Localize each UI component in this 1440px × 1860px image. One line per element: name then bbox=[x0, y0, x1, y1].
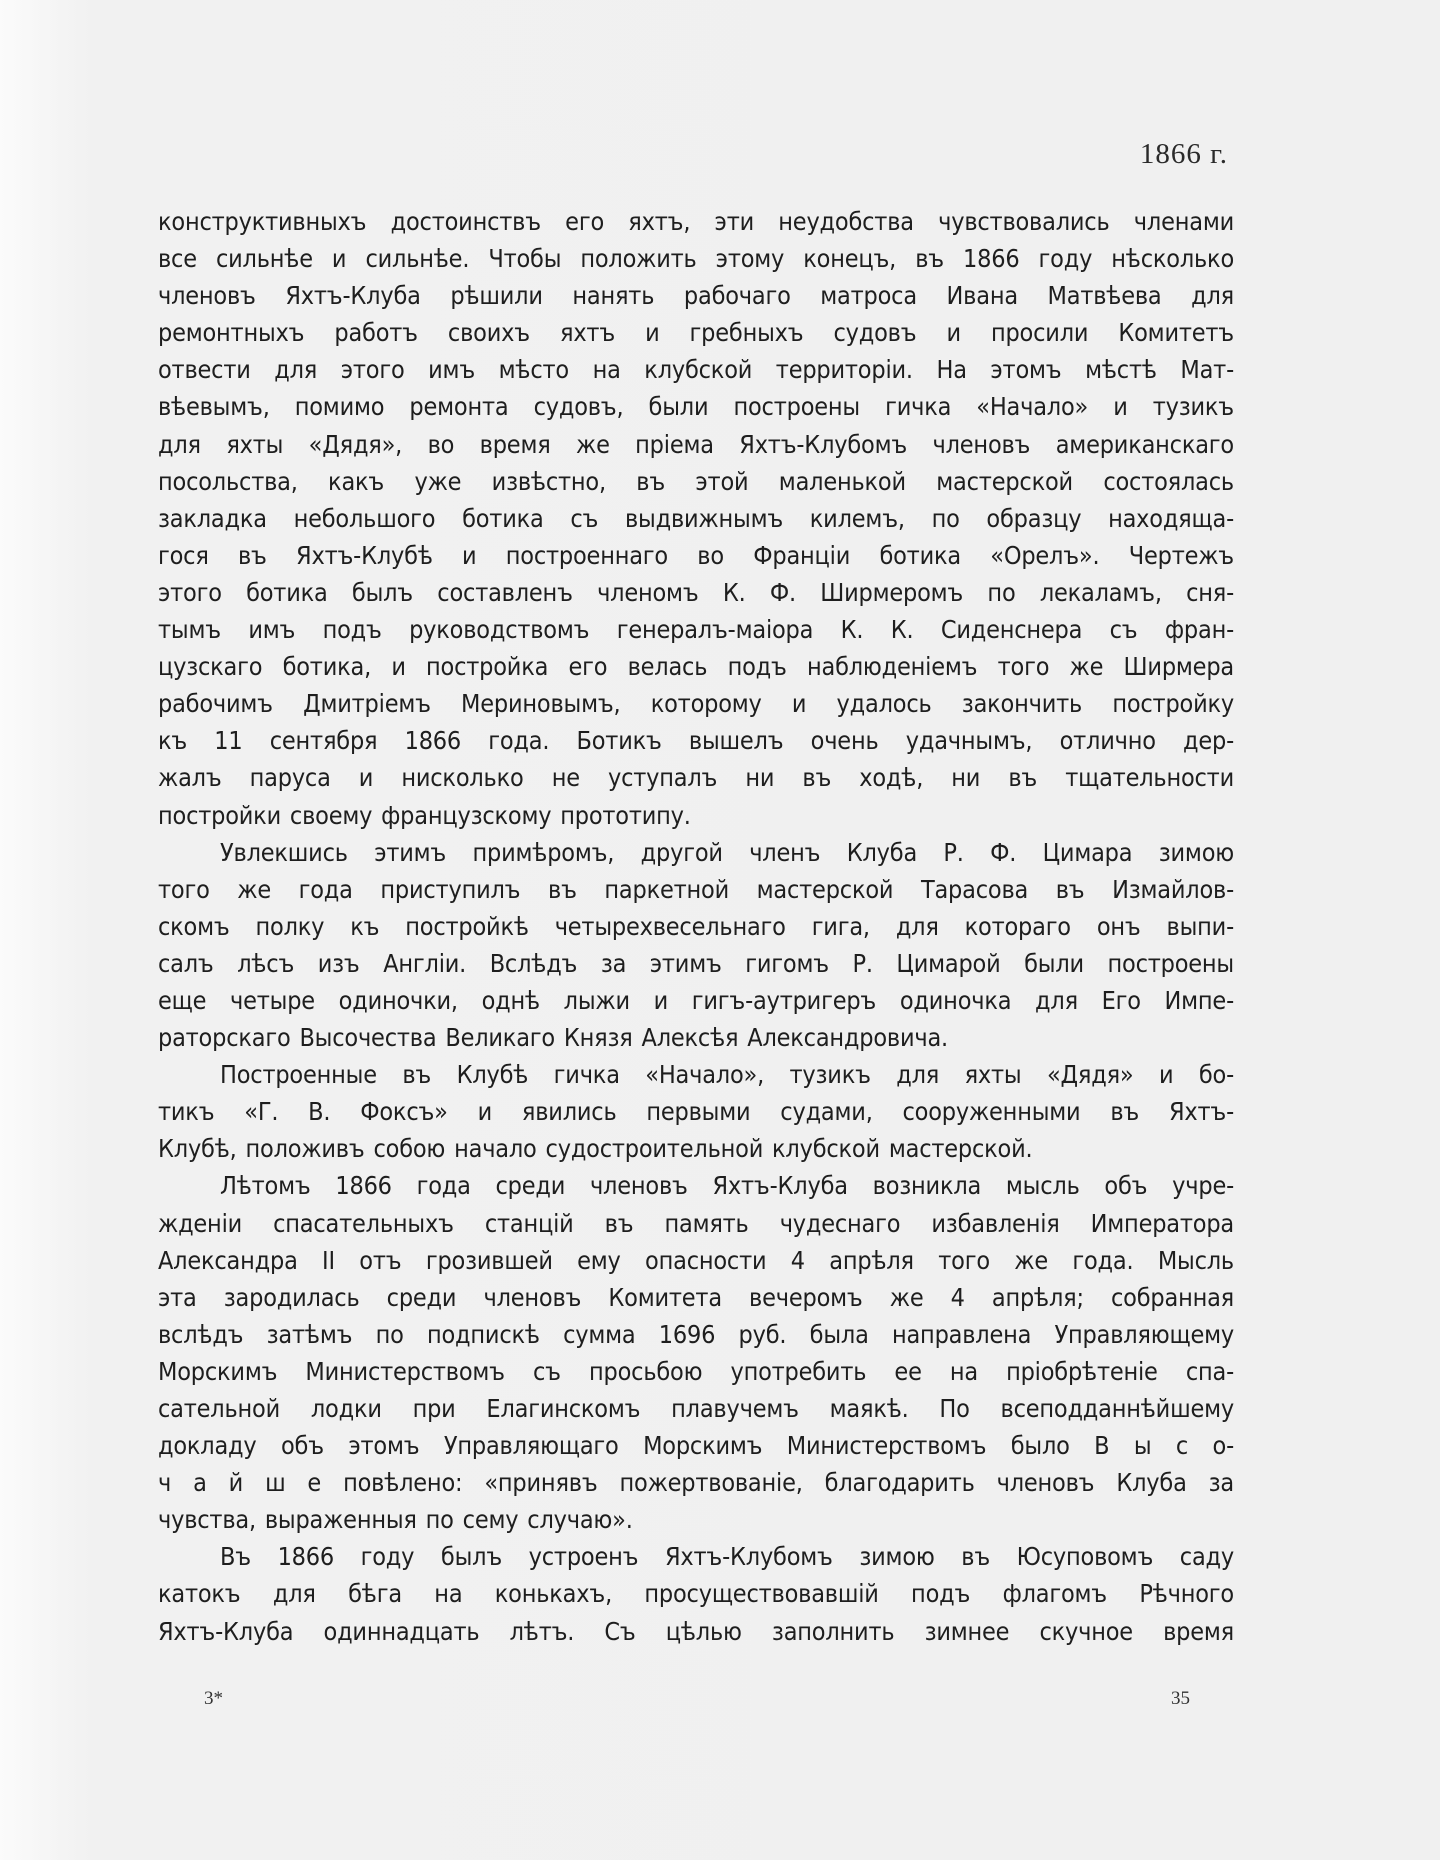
text-line bbox=[158, 1427, 1234, 1464]
text-line-content: ремонтныхъ работъ своихъ яхтъ и гребныхъ судовъ и просили Комитетъ bbox=[158, 318, 1234, 348]
text-line-content: чувства, выраженныя по сему случаю». bbox=[158, 1505, 633, 1535]
text-line-content: рабочимъ Дмитріемъ Мериновымъ, которому и удалось закончить постройку bbox=[158, 689, 1234, 719]
text-line-content: раторскаго Высочества Великаго Князя Алексѣя Александровича. bbox=[158, 1023, 948, 1053]
body-text bbox=[158, 203, 1234, 1650]
text-line bbox=[158, 797, 1234, 834]
text-line-content: жденіи спасательныхъ станцій въ память чудеснаго избавленія Императора bbox=[158, 1208, 1234, 1238]
text-line bbox=[158, 1056, 1234, 1093]
paragraph bbox=[158, 203, 1234, 834]
text-line bbox=[158, 1464, 1234, 1501]
page-number: 35 bbox=[1171, 1688, 1190, 1709]
text-line-content: катокъ для бѣга на конькахъ, просуществовавшій подъ флагомъ Рѣчного bbox=[158, 1579, 1234, 1609]
text-line-content: конструктивныхъ достоинствъ его яхтъ, эти неудобства чувствовались членами bbox=[158, 207, 1234, 236]
text-line-content: Въ 1866 году былъ устроенъ Яхтъ-Клубомъ зимою въ Юсуповомъ саду bbox=[220, 1542, 1234, 1572]
text-line bbox=[158, 240, 1234, 277]
text-line bbox=[158, 1130, 1234, 1167]
text-line-content: Клубѣ, положивъ собою начало судостроительной клубской мастерской. bbox=[158, 1134, 1033, 1164]
signature-mark: 3* bbox=[204, 1688, 223, 1709]
text-line bbox=[158, 1613, 1234, 1650]
text-line bbox=[158, 1205, 1234, 1242]
text-line-content: сательной лодки при Елагинскомъ плавучемъ маякѣ. По всеподданнѣйшему bbox=[158, 1394, 1234, 1423]
text-line-content: скомъ полку къ постройкѣ четырехвесельнаго гига, для котораго онъ выпи- bbox=[158, 911, 1234, 941]
paragraph bbox=[158, 1056, 1234, 1167]
text-line bbox=[158, 1242, 1234, 1279]
text-line-content: тымъ имъ подъ руководствомъ генералъ-маіора К. К. Сиденснера съ фран- bbox=[158, 615, 1234, 645]
text-line-content: того же года приступилъ въ паркетной мастерской Тарасова въ Измайлов- bbox=[158, 874, 1234, 904]
text-line bbox=[158, 1390, 1234, 1427]
text-line bbox=[158, 1167, 1234, 1204]
text-line bbox=[158, 574, 1234, 611]
text-line bbox=[158, 759, 1234, 796]
text-line bbox=[158, 388, 1234, 425]
text-line bbox=[158, 648, 1234, 685]
text-line bbox=[158, 1575, 1234, 1612]
text-line-content: гося въ Яхтъ-Клубѣ и построеннаго во Франціи ботика «Орелъ». Чертежъ bbox=[158, 540, 1234, 570]
text-line-content: ч а й ш е повѣлено: «принявъ пожертвованіе, благодарить членовъ Клуба за bbox=[158, 1468, 1234, 1498]
text-line-content: тикъ «Г. В. Фоксъ» и явились первыми судами, сооруженными въ Яхтъ- bbox=[158, 1097, 1234, 1127]
text-line bbox=[158, 982, 1234, 1019]
text-line bbox=[158, 426, 1234, 463]
text-line-content: Увлекшись этимъ примѣромъ, другой членъ Клуба Р. Ф. Цимара зимою bbox=[220, 837, 1234, 867]
text-line-content: закладка небольшого ботика съ выдвижнымъ килемъ, по образцу находяща- bbox=[158, 503, 1234, 533]
text-line-content: Александра II отъ грозившей ему опасности 4 апрѣля того же года. Мысль bbox=[158, 1245, 1234, 1275]
text-line-content: цузскаго ботика, и постройка его велась подъ наблюденіемъ того же Ширмера bbox=[158, 652, 1234, 682]
text-line bbox=[158, 1093, 1234, 1130]
text-line bbox=[158, 203, 1234, 240]
text-line bbox=[158, 908, 1234, 945]
text-line-content: эта зародилась среди членовъ Комитета вечеромъ же 4 апрѣля; собранная bbox=[158, 1282, 1234, 1312]
text-line-content: докладу объ этомъ Управляющаго Морскимъ Министерствомъ было В ы с о- bbox=[158, 1431, 1234, 1461]
text-line bbox=[158, 945, 1234, 982]
paragraph bbox=[158, 834, 1234, 1057]
text-line bbox=[158, 351, 1234, 388]
text-line bbox=[158, 1538, 1234, 1575]
text-line bbox=[158, 314, 1234, 351]
paragraph bbox=[158, 1538, 1234, 1649]
paragraph bbox=[158, 1167, 1234, 1538]
text-line-content: вслѣдъ затѣмъ по подпискѣ сумма 1696 руб. была направлена Управляющему bbox=[158, 1319, 1234, 1349]
text-line-content: постройки своему французскому прототипу. bbox=[158, 800, 691, 830]
text-line bbox=[158, 1019, 1234, 1056]
text-line-content: посольства, какъ уже извѣстно, въ этой маленькой мастерской состоялась bbox=[158, 466, 1234, 496]
text-line-content: жалъ паруса и нисколько не уступалъ ни въ ходѣ, ни въ тщательности bbox=[158, 763, 1234, 793]
text-line bbox=[158, 611, 1234, 648]
text-line-content: Лѣтомъ 1866 года среди членовъ Яхтъ-Клуба возникла мысль объ учре- bbox=[220, 1171, 1234, 1201]
text-line bbox=[158, 463, 1234, 500]
text-line-content: для яхты «Дядя», во время же пріема Яхтъ-Клубомъ членовъ американскаго bbox=[158, 429, 1234, 459]
text-line bbox=[158, 1279, 1234, 1316]
text-line bbox=[158, 834, 1234, 871]
text-line bbox=[158, 1316, 1234, 1353]
text-line bbox=[158, 1501, 1234, 1538]
text-line-content: все сильнѣе и сильнѣе. Чтобы положить этому конецъ, въ 1866 году нѣсколько bbox=[158, 244, 1234, 274]
text-line-content: этого ботика былъ составленъ членомъ К. Ф. Ширмеромъ по лекаламъ, сня- bbox=[158, 577, 1234, 607]
text-line-content: салъ лѣсъ изъ Англіи. Вслѣдъ за этимъ гигомъ Р. Цимарой были построены bbox=[158, 948, 1234, 978]
text-line-content: Построенные въ Клубѣ гичка «Начало», тузикъ для яхты «Дядя» и бо- bbox=[220, 1060, 1234, 1090]
text-line bbox=[158, 277, 1234, 314]
text-line bbox=[158, 1353, 1234, 1390]
text-line bbox=[158, 871, 1234, 908]
running-head-year: 1866 г. bbox=[1139, 138, 1228, 170]
text-line-content: вѣевымъ, помимо ремонта судовъ, были построены гичка «Начало» и тузикъ bbox=[158, 392, 1234, 422]
text-line bbox=[158, 537, 1234, 574]
text-line-content: Яхтъ-Клуба одиннадцать лѣтъ. Съ цѣлью заполнить зимнее скучное время bbox=[158, 1616, 1234, 1646]
text-line bbox=[158, 722, 1234, 759]
text-line-content: еще четыре одиночки, однѣ лыжи и гигъ-аутригеръ одиночка для Его Импе- bbox=[158, 985, 1234, 1015]
text-line-content: отвести для этого имъ мѣсто на клубской территоріи. На этомъ мѣстѣ Мат- bbox=[158, 355, 1234, 385]
text-line bbox=[158, 685, 1234, 722]
text-line-content: Морскимъ Министерствомъ съ просьбою употребить ее на пріобрѣтеніе спа- bbox=[158, 1356, 1234, 1386]
text-line-content: къ 11 сентября 1866 года. Ботикъ вышелъ очень удачнымъ, отлично дер- bbox=[158, 726, 1234, 756]
text-line bbox=[158, 500, 1234, 537]
text-line-content: членовъ Яхтъ-Клуба рѣшили нанять рабочаго матроса Ивана Матвѣева для bbox=[158, 281, 1234, 311]
